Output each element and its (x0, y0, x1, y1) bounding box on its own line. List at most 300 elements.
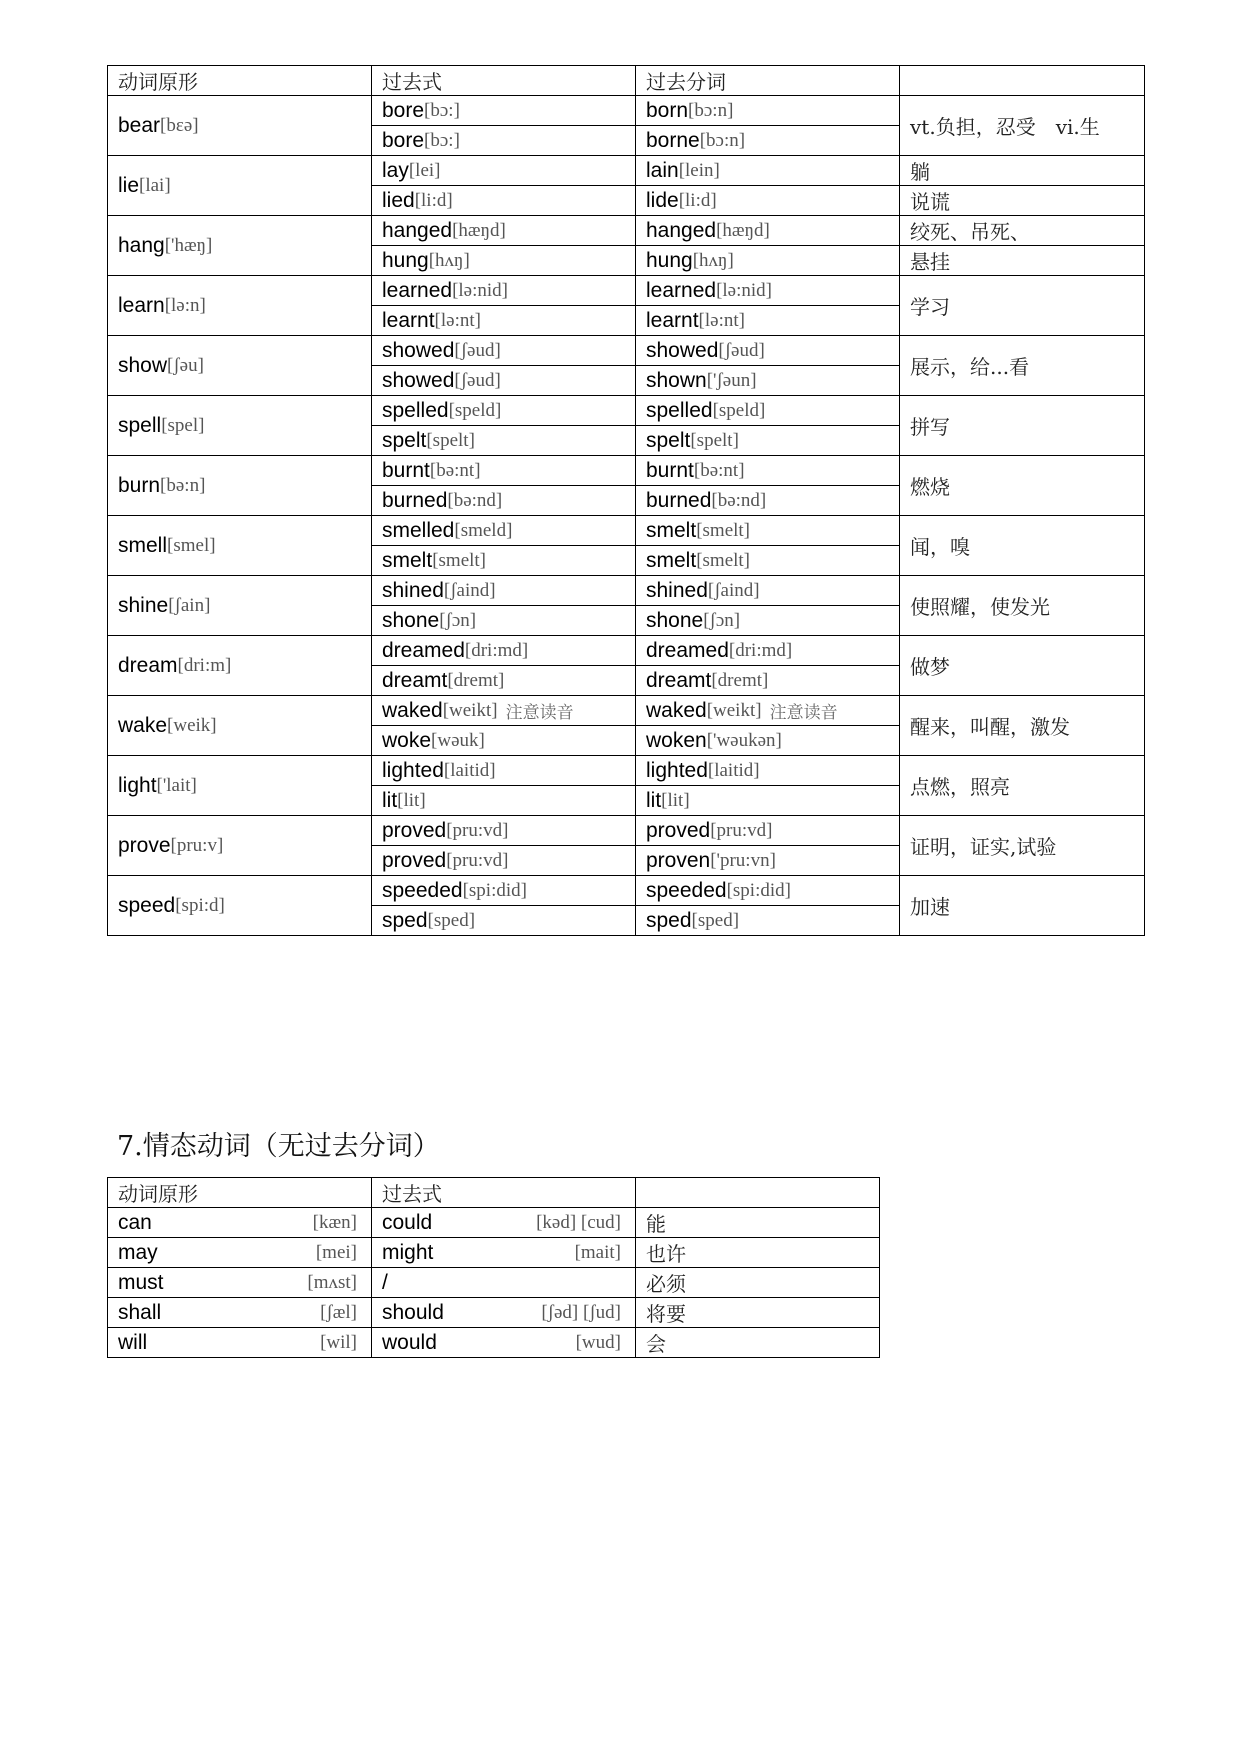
phonetic: [bə:nd] (447, 490, 503, 511)
phonetic: [hʌŋ] (692, 250, 734, 271)
verb-word: proved (382, 819, 447, 842)
meaning-cell (900, 186, 1145, 216)
past-participle-cell (636, 816, 900, 846)
past-participle-cell-content (646, 698, 838, 723)
past-tense-cell-content (382, 579, 496, 603)
base-form-cell-content (118, 714, 217, 738)
base-form-cell-content (118, 234, 212, 258)
phonetic: [ʃəu] (167, 355, 204, 376)
phonetic: [bə:nt] (429, 460, 481, 481)
past-tense-cell-content (382, 249, 470, 273)
phonetic: [pru:vd] (710, 820, 773, 841)
base-form-cell (108, 816, 372, 876)
phonetic: [laitid] (443, 760, 496, 781)
past-participle-cell-content (646, 579, 760, 603)
verb-word: sped (382, 909, 428, 932)
phonetic: [li:d] (678, 190, 717, 211)
base-form-cell-content (118, 1241, 371, 1265)
verb-word: waked (646, 698, 707, 722)
verb-word: lide (646, 189, 679, 212)
past-participle-cell (636, 276, 900, 306)
verb-word: show (118, 354, 168, 377)
past-tense-cell (372, 906, 636, 936)
past-participle-cell-content (646, 609, 740, 633)
header-cell (372, 1178, 636, 1208)
phonetic: [weikt] (706, 699, 762, 721)
verb-word: burnt (382, 459, 430, 482)
past-participle-cell (636, 606, 900, 636)
phonetic: [lə:nt] (434, 310, 481, 331)
past-participle-cell (636, 396, 900, 426)
phonetic: [speld] (448, 400, 502, 421)
past-tense-cell-content (382, 698, 574, 723)
phonetic: [dremt] (447, 670, 505, 691)
phonetic: [weik] (167, 715, 217, 736)
verb-word: learned (382, 279, 453, 302)
phonetic: [sped] (691, 910, 740, 931)
verb-word: proven (646, 849, 711, 872)
phonetic: [ʃəud] (454, 340, 501, 361)
verb-word: shine (118, 594, 169, 617)
table-row (108, 756, 1145, 786)
past-participle-cell-content (646, 129, 745, 153)
verb-word: showed (382, 339, 455, 362)
past-tense-cell-content (382, 1301, 635, 1325)
past-tense-cell-content (382, 789, 426, 813)
phonetic: [bɛə] (160, 115, 199, 136)
base-form-cell-content (118, 594, 210, 618)
past-participle-cell-content (646, 189, 717, 213)
past-tense-cell-content (382, 639, 528, 663)
base-form-cell (108, 576, 372, 636)
phonetic: [dri:md] (464, 640, 529, 661)
phonetic: [ʃæl] (320, 1301, 357, 1323)
past-tense-cell-content (382, 459, 481, 483)
past-tense-cell-content (382, 519, 512, 543)
verb-word: speeded (382, 879, 463, 902)
verb-word: dreamed (382, 639, 465, 662)
phonetic: [hæŋd] (716, 220, 770, 241)
phonetic: [li:d] (414, 190, 453, 211)
table-row (108, 1298, 880, 1328)
header-cell (900, 66, 1145, 96)
table-row (108, 1268, 880, 1298)
verb-word: woke (382, 729, 432, 752)
base-form-cell-content (118, 294, 206, 318)
meaning-cell (900, 156, 1145, 186)
verb-word: smelt (382, 549, 433, 572)
past-tense-cell-content (382, 1241, 635, 1265)
past-participle-cell-content (646, 639, 792, 663)
past-tense-cell (372, 666, 636, 696)
verb-word: bore (382, 129, 425, 152)
past-tense-cell-content (382, 309, 481, 333)
phonetic: ['ʃəun] (706, 370, 757, 391)
verb-word: lay (382, 159, 409, 182)
meaning-cell (900, 336, 1145, 396)
verb-word: proved (382, 849, 447, 872)
phonetic: [lə:nid] (452, 280, 508, 301)
table-row (108, 216, 1145, 246)
verb-word: smell (118, 534, 168, 557)
phonetic: ['lait] (156, 775, 197, 796)
table-row (108, 876, 1145, 906)
meaning-cell-text: 燃烧 (910, 475, 950, 499)
past-tense-cell-content (382, 909, 475, 933)
past-participle-cell-content (646, 249, 734, 273)
verb-word: bore (382, 99, 425, 122)
past-tense-cell-content (382, 129, 460, 153)
verb-word: woken (646, 729, 707, 752)
phonetic: [bɔ:n] (688, 100, 734, 121)
meaning-cell-text: 能 (646, 1212, 666, 1236)
base-form-cell (108, 276, 372, 336)
past-participle-cell-content (646, 459, 745, 483)
verb-word: burned (646, 489, 712, 512)
verb-word: hung (382, 249, 429, 272)
phonetic: [wəuk] (431, 730, 485, 751)
past-participle-cell (636, 486, 900, 516)
verb-word: lain (646, 159, 679, 182)
past-tense-cell (372, 336, 636, 366)
past-tense-cell (372, 396, 636, 426)
meaning-cell-text: 会 (646, 1332, 666, 1356)
meaning-cell (900, 636, 1145, 696)
phonetic: [spelt] (426, 430, 475, 451)
phonetic: [ʃəud] (454, 370, 501, 391)
phonetic: [ʃəd] [ʃud] (541, 1301, 621, 1323)
verb-word: prove (118, 834, 171, 857)
base-form-cell-content (118, 114, 199, 138)
phonetic: [lit] (397, 790, 426, 811)
verb-word: lit (646, 789, 662, 812)
phonetic: [lə:nt] (698, 310, 745, 331)
verb-word: burnt (646, 459, 694, 482)
phonetic: [ʃaind] (443, 580, 496, 601)
meaning-cell (900, 276, 1145, 336)
verb-word: smelled (382, 519, 455, 542)
meaning-cell-text: 闻，嗅 (910, 535, 970, 559)
phonetic: ['hæŋ] (164, 235, 213, 256)
past-participle-cell-content (646, 669, 768, 693)
phonetic: [sped] (427, 910, 476, 931)
past-tense-cell (372, 96, 636, 126)
past-tense-cell-content (382, 399, 501, 423)
verb-word: hanged (382, 219, 453, 242)
section-title: 7.情态动词（无过去分词） (117, 1131, 440, 1162)
base-form-cell-content (118, 534, 216, 558)
meaning-cell-text: 加速 (910, 895, 950, 919)
table-row (108, 636, 1145, 666)
past-tense-cell (372, 486, 636, 516)
meaning-cell (636, 1268, 880, 1298)
meaning-cell-text: 必须 (646, 1272, 686, 1296)
base-form-cell (108, 336, 372, 396)
phonetic: [bɔ:] (424, 130, 460, 151)
table-row (108, 276, 1145, 306)
phonetic: [ʃaind] (707, 580, 760, 601)
phonetic: [bə:nd] (711, 490, 767, 511)
past-tense-cell-content (382, 849, 508, 873)
meaning-cell (636, 1328, 880, 1358)
phonetic: [mait] (574, 1241, 621, 1263)
meaning-cell-text: 说谎 (910, 190, 950, 214)
verb-word: shined (646, 579, 708, 602)
verb-word: learnt (646, 309, 699, 332)
phonetic: [spi:d] (175, 895, 225, 916)
past-participle-cell-content (646, 819, 772, 843)
past-tense-cell (372, 456, 636, 486)
pronunciation-note: 注意读音 (505, 703, 574, 724)
past-tense-cell-content (382, 489, 502, 513)
past-tense-cell-content (382, 369, 501, 393)
past-participle-cell (636, 216, 900, 246)
phonetic: [spelt] (690, 430, 739, 451)
past-tense-cell-content (382, 279, 508, 303)
table-row (108, 516, 1145, 546)
past-participle-cell (636, 726, 900, 756)
table-row (108, 396, 1145, 426)
past-participle-cell-content (646, 309, 745, 333)
verb-word: bear (118, 114, 161, 137)
base-form-cell (108, 1328, 372, 1358)
past-tense-cell-content (382, 1271, 635, 1295)
meaning-cell (900, 576, 1145, 636)
meaning-cell-text: 将要 (646, 1302, 686, 1326)
verb-word: shone (382, 609, 440, 632)
past-tense-cell (372, 246, 636, 276)
verb-word: shown (646, 369, 707, 392)
verb-word: lit (382, 789, 398, 812)
phonetic: [speld] (712, 400, 766, 421)
phonetic: [pru:vd] (446, 820, 509, 841)
verb-word: showed (382, 369, 455, 392)
verb-word: spelled (646, 399, 713, 422)
table-row (108, 1238, 880, 1268)
verb-word: may (118, 1240, 158, 1264)
meaning-cell-text: 学习 (910, 295, 950, 319)
verb-word: can (118, 1210, 152, 1234)
base-form-cell-content (118, 1271, 371, 1295)
past-tense-cell (372, 156, 636, 186)
meaning-cell-text: 躺 (910, 160, 930, 184)
phonetic: [mei] (315, 1241, 357, 1263)
past-tense-cell (372, 126, 636, 156)
base-form-cell-content (118, 414, 204, 438)
past-tense-cell-content (382, 189, 453, 213)
past-tense-cell (372, 786, 636, 816)
verb-word: lighted (382, 759, 444, 782)
irregular-verb-table (107, 65, 1145, 936)
past-participle-cell-content (646, 489, 766, 513)
meaning-cell (636, 1238, 880, 1268)
base-form-cell (108, 516, 372, 576)
table-row (108, 156, 1145, 186)
meaning-cell-text: vt.负担，忍受 vi.生 (910, 115, 1100, 139)
table-row (108, 576, 1145, 606)
base-form-cell-content (118, 1331, 371, 1355)
phonetic: [wud] (575, 1331, 621, 1353)
meaning-cell (900, 246, 1145, 276)
phonetic: [bə:n] (160, 475, 206, 496)
verb-word: wake (118, 714, 168, 737)
phonetic: [lein] (678, 160, 720, 181)
phonetic: [pru:v] (170, 835, 224, 856)
base-form-cell-content (118, 774, 197, 798)
phonetic: [dremt] (711, 670, 769, 691)
meaning-cell-text: 绞死、吊死、 (910, 220, 1030, 244)
table-row (108, 1328, 880, 1358)
past-tense-cell (372, 1208, 636, 1238)
header-cell-text: 过去分词 (646, 70, 726, 94)
verb-word: sped (646, 909, 692, 932)
past-participle-cell (636, 636, 900, 666)
past-tense-cell (372, 276, 636, 306)
verb-word: dreamt (382, 669, 448, 692)
meaning-cell (900, 216, 1145, 246)
verb-word: might (382, 1240, 434, 1264)
phonetic: [bɔ:n] (699, 130, 746, 151)
past-tense-cell (372, 876, 636, 906)
base-form-cell (108, 756, 372, 816)
verb-word: proved (646, 819, 711, 842)
phonetic: [smel] (167, 535, 216, 556)
past-participle-cell (636, 576, 900, 606)
header-cell-text: 过去式 (382, 1182, 442, 1206)
base-form-cell (108, 1298, 372, 1328)
header-cell-text: 过去式 (382, 70, 442, 94)
phonetic: [spi:did] (726, 880, 791, 901)
phonetic: [lit] (661, 790, 690, 811)
meaning-cell-text: 醒来，叫醒，激发 (910, 715, 1070, 739)
meaning-cell (900, 816, 1145, 876)
past-participle-cell (636, 456, 900, 486)
verb-word: dreamed (646, 639, 729, 662)
verb-word: learn (118, 294, 165, 317)
header-cell (372, 66, 636, 96)
base-form-cell (108, 96, 372, 156)
past-participle-cell-content (646, 849, 776, 873)
verb-word: borne (646, 129, 700, 152)
header-cell (108, 66, 372, 96)
past-tense-cell-content (382, 99, 460, 123)
past-tense-cell (372, 846, 636, 876)
past-participle-cell (636, 336, 900, 366)
base-form-cell (108, 1208, 372, 1238)
base-form-cell-content (118, 834, 223, 858)
verb-word: showed (646, 339, 719, 362)
past-participle-cell (636, 756, 900, 786)
base-form-cell-content (118, 1301, 371, 1325)
past-participle-cell (636, 96, 900, 126)
past-tense-cell-content (382, 159, 441, 183)
verb-word: burn (118, 474, 161, 497)
past-participle-cell-content (646, 759, 760, 783)
base-form-cell (108, 876, 372, 936)
past-participle-cell (636, 516, 900, 546)
past-tense-cell-content (382, 819, 508, 843)
meaning-cell-text: 也许 (646, 1242, 686, 1266)
base-form-cell-content (118, 474, 205, 498)
phonetic: [smeld] (454, 520, 513, 541)
past-participle-cell-content (646, 279, 772, 303)
meaning-cell-text: 证明，证实,试验 (910, 835, 1057, 859)
past-tense-cell-content (382, 1211, 635, 1235)
verb-word: lighted (646, 759, 708, 782)
past-participle-cell-content (646, 99, 733, 123)
past-participle-cell (636, 876, 900, 906)
phonetic: [smelt] (696, 520, 751, 541)
phonetic: [ʃɔn] (703, 610, 741, 631)
past-participle-cell-content (646, 339, 765, 363)
past-tense-cell (372, 306, 636, 336)
past-tense-cell (372, 1298, 636, 1328)
header-cell (108, 1178, 372, 1208)
meaning-cell (900, 696, 1145, 756)
past-tense-cell-content (382, 609, 476, 633)
phonetic: ['pru:vn] (710, 850, 776, 871)
verb-word: speeded (646, 879, 727, 902)
phonetic: [wil] (320, 1331, 357, 1353)
verb-word: smelt (646, 519, 697, 542)
meaning-cell-text: 展示，给...看 (910, 355, 1030, 379)
past-tense-cell-content (382, 219, 506, 243)
verb-word: shined (382, 579, 444, 602)
phonetic: [lei] (408, 160, 441, 181)
past-tense-cell (372, 1238, 636, 1268)
phonetic: [lə:n] (164, 295, 206, 316)
past-tense-cell-content (382, 339, 501, 363)
verb-word: should (382, 1300, 444, 1324)
past-tense-cell (372, 1328, 636, 1358)
past-participle-cell (636, 366, 900, 396)
phonetic: [spel] (161, 415, 205, 436)
past-tense-cell-content (382, 879, 527, 903)
past-participle-cell-content (646, 159, 720, 183)
past-tense-cell-content (382, 759, 496, 783)
verb-word: shone (646, 609, 704, 632)
verb-word: spelled (382, 399, 449, 422)
phonetic: [smelt] (696, 550, 751, 571)
table-row (108, 456, 1145, 486)
verb-word: hanged (646, 219, 717, 242)
phonetic: [bɔ:] (424, 100, 460, 121)
past-participle-cell (636, 696, 900, 726)
base-form-cell (108, 216, 372, 276)
phonetic: [ʃəud] (718, 340, 765, 361)
verb-word: / (382, 1270, 388, 1294)
meaning-cell-text: 点燃，照亮 (910, 775, 1010, 799)
phonetic: ['wəukən] (706, 730, 782, 751)
phonetic: [lai] (139, 175, 171, 196)
base-form-cell-content (118, 174, 171, 198)
past-tense-cell-content (382, 669, 504, 693)
verb-word: spelt (646, 429, 691, 452)
base-form-cell (108, 696, 372, 756)
phonetic: [kəd] [cud] (536, 1211, 621, 1233)
past-participle-cell-content (646, 909, 739, 933)
past-participle-cell (636, 246, 900, 276)
past-tense-cell (372, 636, 636, 666)
base-form-cell-content (118, 1211, 371, 1235)
phonetic: [ʃɔn] (439, 610, 477, 631)
table-row (108, 96, 1145, 126)
verb-word: dream (118, 654, 178, 677)
base-form-cell-content (118, 894, 225, 918)
phonetic: [hæŋd] (452, 220, 506, 241)
verb-word: lied (382, 189, 415, 212)
phonetic: [weikt] (442, 699, 498, 721)
